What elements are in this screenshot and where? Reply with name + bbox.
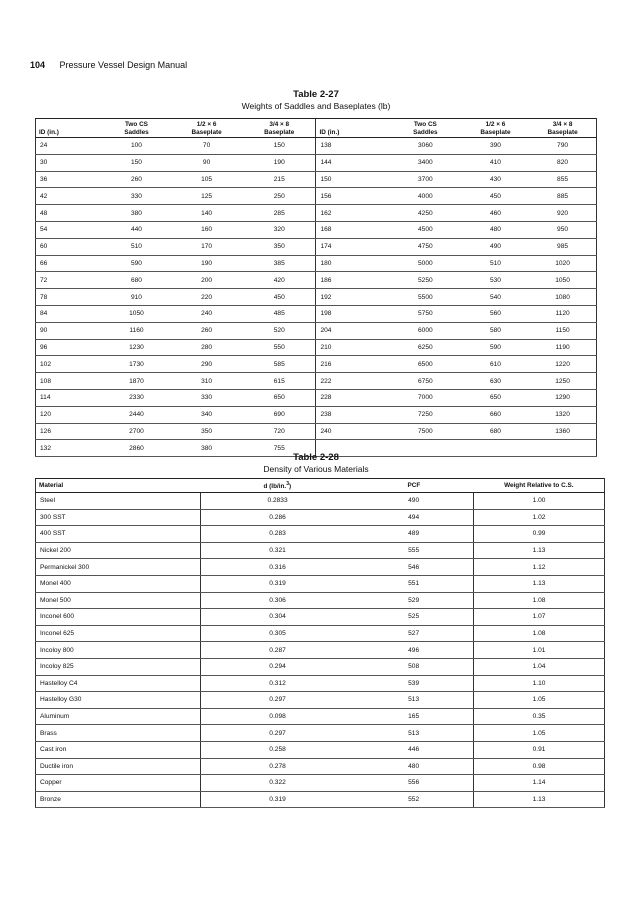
- cell-half-baseplate-2: 590: [462, 339, 529, 356]
- page-number: 104: [30, 60, 46, 70]
- cell-id: 120: [36, 406, 103, 423]
- cell-two-cs-saddles-2: 4250: [389, 205, 462, 222]
- table-row: [36, 791, 605, 808]
- cell-half-baseplate-2: 580: [462, 322, 529, 339]
- cell-two-cs-saddles-2: 6000: [389, 322, 462, 339]
- cell-three-quarter-baseplate-2: 1050: [529, 272, 596, 289]
- cell-pcf: 551: [354, 575, 473, 592]
- cell-pcf: 513: [354, 692, 473, 709]
- table-row: [36, 205, 597, 222]
- cell-relative-weight: 1.13: [474, 575, 605, 592]
- cell-two-cs-saddles-2: 5500: [389, 289, 462, 306]
- table-row: [36, 559, 605, 576]
- cell-three-quarter-baseplate: 650: [243, 389, 316, 406]
- cell-pcf: 539: [354, 675, 473, 692]
- cell-id: 96: [36, 339, 103, 356]
- table-row: [36, 238, 597, 255]
- cell-id: 36: [36, 171, 103, 188]
- table-row: [36, 509, 605, 526]
- cell-two-cs-saddles-2: 6500: [389, 356, 462, 373]
- cell-id-2: 238: [316, 406, 389, 423]
- table-row: [36, 373, 597, 390]
- cell-three-quarter-baseplate-2: 1020: [529, 255, 596, 272]
- cell-id: 54: [36, 221, 103, 238]
- cell-id-2: 204: [316, 322, 389, 339]
- cell-density: 0.297: [201, 692, 355, 709]
- cell-relative-weight: 1.04: [474, 658, 605, 675]
- table-row: [36, 221, 597, 238]
- cell-two-cs-saddles-2: 7500: [389, 423, 462, 440]
- table-row: [36, 406, 597, 423]
- cell-three-quarter-baseplate: 350: [243, 238, 316, 255]
- cell-two-cs-saddles: 910: [103, 289, 170, 306]
- cell-two-cs-saddles: 330: [103, 188, 170, 205]
- cell-two-cs-saddles: 1230: [103, 339, 170, 356]
- cell-pcf: 546: [354, 559, 473, 576]
- cell-density: 0.294: [201, 658, 355, 675]
- cell-density: 0.098: [201, 708, 355, 725]
- cell-id: 24: [36, 138, 103, 155]
- cell-id-2: 216: [316, 356, 389, 373]
- table-row: [36, 675, 605, 692]
- cell-pcf: 489: [354, 526, 473, 543]
- cell-half-baseplate: 290: [170, 356, 243, 373]
- cell-material: Incoloy 825: [36, 658, 201, 675]
- cell-relative-weight: 1.05: [474, 692, 605, 709]
- cell-material: Monel 400: [36, 575, 201, 592]
- col-header-half-baseplate: 1/2 × 6 Baseplate: [170, 119, 243, 138]
- cell-pcf: 555: [354, 542, 473, 559]
- col-header-pcf: PCF: [354, 479, 473, 493]
- table-row: [36, 255, 597, 272]
- cell-id-2: 180: [316, 255, 389, 272]
- cell-relative-weight: 1.14: [474, 775, 605, 792]
- cell-id: 60: [36, 238, 103, 255]
- cell-half-baseplate: 340: [170, 406, 243, 423]
- cell-density: 0.322: [201, 775, 355, 792]
- cell-pcf: 556: [354, 775, 473, 792]
- cell-id: 132: [36, 440, 103, 457]
- cell-relative-weight: 1.01: [474, 642, 605, 659]
- cell-id-2: 198: [316, 305, 389, 322]
- cell-density: 0.278: [201, 758, 355, 775]
- cell-relative-weight: 0.35: [474, 708, 605, 725]
- cell-pcf: 165: [354, 708, 473, 725]
- cell-id-2: 192: [316, 289, 389, 306]
- cell-density: 0.283: [201, 526, 355, 543]
- cell-pcf: 525: [354, 609, 473, 626]
- cell-pcf: 529: [354, 592, 473, 609]
- cell-half-baseplate: 200: [170, 272, 243, 289]
- cell-id-2: 168: [316, 221, 389, 238]
- cell-three-quarter-baseplate-2: 950: [529, 221, 596, 238]
- cell-material: Permanickel 300: [36, 559, 201, 576]
- cell-half-baseplate-2: 480: [462, 221, 529, 238]
- cell-half-baseplate-2: 560: [462, 305, 529, 322]
- cell-relative-weight: 1.13: [474, 542, 605, 559]
- cell-relative-weight: 1.13: [474, 791, 605, 808]
- cell-id: 42: [36, 188, 103, 205]
- cell-half-baseplate: 140: [170, 205, 243, 222]
- cell-two-cs-saddles-2: 4750: [389, 238, 462, 255]
- table-row: [36, 708, 605, 725]
- cell-id: 84: [36, 305, 103, 322]
- cell-id-2: 228: [316, 389, 389, 406]
- col-header-three-quarter-baseplate: 3/4 × 8 Baseplate: [243, 119, 316, 138]
- cell-density: 0.316: [201, 559, 355, 576]
- table-row: [36, 356, 597, 373]
- cell-density: 0.286: [201, 509, 355, 526]
- cell-two-cs-saddles-2: 7250: [389, 406, 462, 423]
- cell-two-cs-saddles: 590: [103, 255, 170, 272]
- col-header-two-cs-saddles: Two CS Saddles: [103, 119, 170, 138]
- table-row: [36, 775, 605, 792]
- cell-relative-weight: 1.12: [474, 559, 605, 576]
- cell-relative-weight: 1.07: [474, 609, 605, 626]
- cell-two-cs-saddles: 1160: [103, 322, 170, 339]
- cell-half-baseplate: 280: [170, 339, 243, 356]
- cell-three-quarter-baseplate-2: 1360: [529, 423, 596, 440]
- material-density-table: [35, 478, 605, 808]
- cell-three-quarter-baseplate: 215: [243, 171, 316, 188]
- cell-two-cs-saddles-2: 3700: [389, 171, 462, 188]
- cell-relative-weight: 0.99: [474, 526, 605, 543]
- cell-three-quarter-baseplate-2: 1290: [529, 389, 596, 406]
- cell-half-baseplate: 220: [170, 289, 243, 306]
- cell-three-quarter-baseplate-2: 1250: [529, 373, 596, 390]
- cell-pcf: 496: [354, 642, 473, 659]
- cell-pcf: 494: [354, 509, 473, 526]
- table-row: [36, 658, 605, 675]
- table-2-27-caption: [0, 89, 632, 111]
- cell-two-cs-saddles: 1730: [103, 356, 170, 373]
- cell-two-cs-saddles: 150: [103, 154, 170, 171]
- cell-three-quarter-baseplate-2: 790: [529, 138, 596, 155]
- cell-density: 0.297: [201, 725, 355, 742]
- cell-relative-weight: 1.05: [474, 725, 605, 742]
- cell-relative-weight: 0.91: [474, 741, 605, 758]
- cell-density: 0.258: [201, 741, 355, 758]
- col-header-three-quarter-baseplate-2: 3/4 × 8 Baseplate: [529, 119, 596, 138]
- cell-relative-weight: 1.00: [474, 493, 605, 510]
- cell-three-quarter-baseplate: 755: [243, 440, 316, 457]
- cell-two-cs-saddles-2: 5250: [389, 272, 462, 289]
- cell-id: 90: [36, 322, 103, 339]
- cell-two-cs-saddles: 440: [103, 221, 170, 238]
- cell-id-2: 186: [316, 272, 389, 289]
- cell-pcf: 527: [354, 625, 473, 642]
- cell-material: 400 SST: [36, 526, 201, 543]
- col-header-relative-weight: Weight Relative to C.S.: [474, 479, 605, 493]
- cell-half-baseplate: 260: [170, 322, 243, 339]
- cell-half-baseplate: 350: [170, 423, 243, 440]
- cell-two-cs-saddles-2: 4000: [389, 188, 462, 205]
- cell-material: Aluminum: [36, 708, 201, 725]
- cell-two-cs-saddles: 510: [103, 238, 170, 255]
- cell-material: Nickel 200: [36, 542, 201, 559]
- page-header: [30, 60, 187, 70]
- cell-two-cs-saddles: 1870: [103, 373, 170, 390]
- cell-half-baseplate: 125: [170, 188, 243, 205]
- table-row: [36, 642, 605, 659]
- cell-half-baseplate-2: 450: [462, 188, 529, 205]
- cell-three-quarter-baseplate-2: 1190: [529, 339, 596, 356]
- cell-relative-weight: 1.08: [474, 625, 605, 642]
- cell-half-baseplate: 240: [170, 305, 243, 322]
- cell-half-baseplate: 380: [170, 440, 243, 457]
- cell-two-cs-saddles: 2860: [103, 440, 170, 457]
- col-header-material: Material: [36, 479, 201, 493]
- cell-id: 126: [36, 423, 103, 440]
- cell-three-quarter-baseplate-2: 1320: [529, 406, 596, 423]
- cell-three-quarter-baseplate: 690: [243, 406, 316, 423]
- cell-half-baseplate-2: 530: [462, 272, 529, 289]
- cell-density: 0.319: [201, 791, 355, 808]
- cell-relative-weight: 0.98: [474, 758, 605, 775]
- cell-two-cs-saddles-2: 6250: [389, 339, 462, 356]
- cell-two-cs-saddles-2: 3400: [389, 154, 462, 171]
- cell-two-cs-saddles: 2330: [103, 389, 170, 406]
- cell-half-baseplate: 170: [170, 238, 243, 255]
- cell-three-quarter-baseplate-2: 1080: [529, 289, 596, 306]
- table-2-27-subtitle: Weights of Saddles and Baseplates (lb): [241, 101, 391, 111]
- cell-half-baseplate-2: 490: [462, 238, 529, 255]
- cell-relative-weight: 1.10: [474, 675, 605, 692]
- table-row: [36, 625, 605, 642]
- cell-three-quarter-baseplate: 385: [243, 255, 316, 272]
- cell-pcf: 446: [354, 741, 473, 758]
- table-row: [36, 188, 597, 205]
- table-row: [36, 423, 597, 440]
- cell-id-2: 138: [316, 138, 389, 155]
- cell-two-cs-saddles-2: 6750: [389, 373, 462, 390]
- cell-two-cs-saddles: 380: [103, 205, 170, 222]
- cell-two-cs-saddles-2: 3060: [389, 138, 462, 155]
- cell-half-baseplate: 160: [170, 221, 243, 238]
- cell-material: Ductile iron: [36, 758, 201, 775]
- cell-material: Hastelloy C4: [36, 675, 201, 692]
- cell-half-baseplate-2: 460: [462, 205, 529, 222]
- cell-density: 0.319: [201, 575, 355, 592]
- table-row: [36, 526, 605, 543]
- cell-id-2: 240: [316, 423, 389, 440]
- cell-relative-weight: 1.02: [474, 509, 605, 526]
- cell-three-quarter-baseplate: 450: [243, 289, 316, 306]
- cell-two-cs-saddles: 2700: [103, 423, 170, 440]
- col-header-two-cs-saddles-2: Two CS Saddles: [389, 119, 462, 138]
- cell-id: 66: [36, 255, 103, 272]
- cell-id-2: 144: [316, 154, 389, 171]
- cell-three-quarter-baseplate-2: 920: [529, 205, 596, 222]
- cell-half-baseplate-2: 630: [462, 373, 529, 390]
- cell-three-quarter-baseplate-2: 885: [529, 188, 596, 205]
- cell-two-cs-saddles: 2440: [103, 406, 170, 423]
- table-row: [36, 493, 605, 510]
- cell-two-cs-saddles: 680: [103, 272, 170, 289]
- cell-half-baseplate-2: 650: [462, 389, 529, 406]
- table-row: [36, 138, 597, 155]
- table-2-28-title: Table 2-28: [293, 452, 339, 463]
- table-2-28-caption: [0, 452, 632, 474]
- cell-three-quarter-baseplate: 420: [243, 272, 316, 289]
- cell-half-baseplate: 190: [170, 255, 243, 272]
- cell-three-quarter-baseplate: 285: [243, 205, 316, 222]
- cell-id-2: 222: [316, 373, 389, 390]
- cell-half-baseplate-2: 510: [462, 255, 529, 272]
- table-row: [36, 339, 597, 356]
- cell-three-quarter-baseplate-2: 1150: [529, 322, 596, 339]
- cell-relative-weight: 1.08: [474, 592, 605, 609]
- cell-two-cs-saddles: 260: [103, 171, 170, 188]
- cell-material: Bronze: [36, 791, 201, 808]
- cell-three-quarter-baseplate: 320: [243, 221, 316, 238]
- cell-material: Inconel 600: [36, 609, 201, 626]
- cell-half-baseplate: 330: [170, 389, 243, 406]
- cell-three-quarter-baseplate-2: 820: [529, 154, 596, 171]
- cell-half-baseplate-2: 660: [462, 406, 529, 423]
- cell-id: 78: [36, 289, 103, 306]
- cell-three-quarter-baseplate: 150: [243, 138, 316, 155]
- cell-id: 30: [36, 154, 103, 171]
- table-row: [36, 741, 605, 758]
- cell-three-quarter-baseplate: 190: [243, 154, 316, 171]
- cell-id-2: 156: [316, 188, 389, 205]
- cell-id: 114: [36, 389, 103, 406]
- col-header-id-2: ID (in.): [316, 119, 389, 138]
- cell-id: 72: [36, 272, 103, 289]
- table-header-row: [36, 119, 597, 138]
- col-header-half-baseplate-2: 1/2 × 6 Baseplate: [462, 119, 529, 138]
- cell-material: Cast iron: [36, 741, 201, 758]
- cell-two-cs-saddles: 100: [103, 138, 170, 155]
- cell-id-2: 162: [316, 205, 389, 222]
- table-row: [36, 542, 605, 559]
- table-row: [36, 322, 597, 339]
- cell-three-quarter-baseplate: 615: [243, 373, 316, 390]
- cell-three-quarter-baseplate: 250: [243, 188, 316, 205]
- cell-id-2: 150: [316, 171, 389, 188]
- cell-material: Brass: [36, 725, 201, 742]
- cell-three-quarter-baseplate-2: 985: [529, 238, 596, 255]
- cell-half-baseplate: 310: [170, 373, 243, 390]
- cell-three-quarter-baseplate: 720: [243, 423, 316, 440]
- cell-id: 108: [36, 373, 103, 390]
- cell-half-baseplate: 90: [170, 154, 243, 171]
- cell-density: 0.312: [201, 675, 355, 692]
- table-row: [36, 289, 597, 306]
- cell-material: Incoloy 800: [36, 642, 201, 659]
- cell-half-baseplate-2: 540: [462, 289, 529, 306]
- cell-material: Inconel 625: [36, 625, 201, 642]
- cell-material: 300 SST: [36, 509, 201, 526]
- cell-three-quarter-baseplate-2: 855: [529, 171, 596, 188]
- cell-material: Steel: [36, 493, 201, 510]
- cell-id: 102: [36, 356, 103, 373]
- cell-pcf: 513: [354, 725, 473, 742]
- cell-half-baseplate-2: 430: [462, 171, 529, 188]
- table-2-27-title: Table 2-27: [293, 89, 339, 100]
- cell-half-baseplate: 70: [170, 138, 243, 155]
- table-row: [36, 272, 597, 289]
- cell-three-quarter-baseplate: 550: [243, 339, 316, 356]
- cell-pcf: 552: [354, 791, 473, 808]
- cell-id: 48: [36, 205, 103, 222]
- cell-material: Copper: [36, 775, 201, 792]
- cell-id-2: 210: [316, 339, 389, 356]
- cell-pcf: 480: [354, 758, 473, 775]
- cell-two-cs-saddles-2: 5000: [389, 255, 462, 272]
- cell-two-cs-saddles: 1050: [103, 305, 170, 322]
- table-row: [36, 758, 605, 775]
- cell-material: Hastelloy G30: [36, 692, 201, 709]
- running-title: Pressure Vessel Design Manual: [59, 60, 188, 70]
- table-2-28-subtitle: Density of Various Materials: [263, 464, 369, 474]
- cell-three-quarter-baseplate-2: 1120: [529, 305, 596, 322]
- cell-density: 0.321: [201, 542, 355, 559]
- cell-two-cs-saddles-2: 7000: [389, 389, 462, 406]
- cell-three-quarter-baseplate: 485: [243, 305, 316, 322]
- table-row: [36, 725, 605, 742]
- saddle-weights-table: [35, 118, 597, 457]
- cell-half-baseplate-2: 410: [462, 154, 529, 171]
- cell-pcf: 490: [354, 493, 473, 510]
- table-row: [36, 171, 597, 188]
- cell-density: 0.2833: [201, 493, 355, 510]
- cell-density: 0.305: [201, 625, 355, 642]
- cell-pcf: 508: [354, 658, 473, 675]
- cell-three-quarter-baseplate-2: 1220: [529, 356, 596, 373]
- table-header-row: [36, 479, 605, 493]
- table-row: [36, 154, 597, 171]
- cell-density: 0.304: [201, 609, 355, 626]
- cell-three-quarter-baseplate: 585: [243, 356, 316, 373]
- table-row: [36, 609, 605, 626]
- cell-three-quarter-baseplate: 520: [243, 322, 316, 339]
- col-header-id: ID (in.): [36, 119, 103, 138]
- cell-density: 0.306: [201, 592, 355, 609]
- col-header-density: d (lb/in.$^3$): [201, 479, 355, 493]
- cell-density: 0.287: [201, 642, 355, 659]
- cell-half-baseplate-2: 610: [462, 356, 529, 373]
- cell-material: Monel 500: [36, 592, 201, 609]
- cell-half-baseplate-2: 680: [462, 423, 529, 440]
- cell-two-cs-saddles-2: 4500: [389, 221, 462, 238]
- table-row: [36, 575, 605, 592]
- table-row: [36, 305, 597, 322]
- table-row: [36, 389, 597, 406]
- cell-half-baseplate: 105: [170, 171, 243, 188]
- cell-id-2: 174: [316, 238, 389, 255]
- cell-half-baseplate-2: 390: [462, 138, 529, 155]
- cell-two-cs-saddles-2: 5750: [389, 305, 462, 322]
- table-row: [36, 592, 605, 609]
- table-row: [36, 692, 605, 709]
